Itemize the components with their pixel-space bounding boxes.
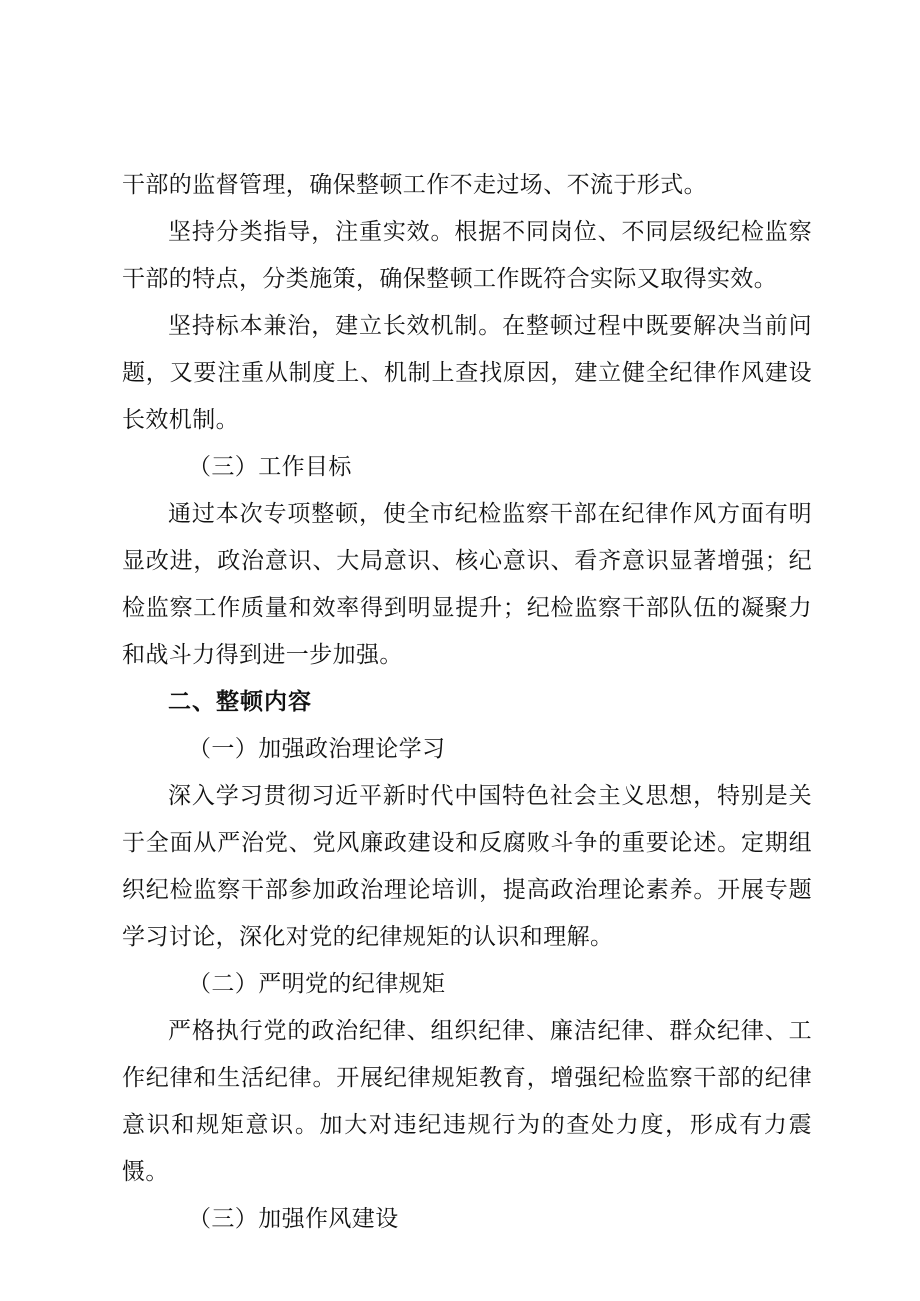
paragraph-supervision: 干部的监督管理，确保整顿工作不走过场、不流于形式。 bbox=[122, 172, 707, 198]
heading-work-goals: （三）工作目标 bbox=[188, 454, 352, 480]
heading-rectification-content: 二、整顿内容 bbox=[168, 689, 312, 715]
heading-work-style: （三）加强作风建设 bbox=[188, 1206, 399, 1232]
document-page bbox=[122, 162, 812, 1243]
heading-party-discipline: （二）严明党的纪律规矩 bbox=[188, 971, 446, 997]
paragraph-party-discipline: 严格执行党的政治纪律、组织纪律、廉洁纪律、群众纪律、工作纪律和生活纪律。开展纪律规矩教育，增强纪检监察干部的纪律意识和规矩意识。加大对违纪违规行为的查处力度，形成有力震慑。 bbox=[122, 1018, 812, 1185]
paragraph-political-study: 深入学习贯彻习近平新时代中国特色社会主义思想，特别是关于全面从严治党、党风廉政建设和反腐败斗争的重要论述。定期组织纪检监察干部参加政治理论培训，提高政治理论素养。开展专题学习讨论，深化对党的纪律规矩的认识和理解。 bbox=[122, 783, 812, 950]
paragraph-goals: 通过本次专项整顿，使全市纪检监察干部在纪律作风方面有明显改进，政治意识、大局意识、核心意识、看齐意识显著增强；纪检监察工作质量和效率得到明显提升；纪检监察干部队伍的凝聚力和战斗力得到进一步加强。 bbox=[122, 501, 812, 668]
heading-political-study: （一）加强政治理论学习 bbox=[188, 736, 446, 762]
paragraph-long-term-mechanism: 坚持标本兼治，建立长效机制。在整顿过程中既要解决当前问题，又要注重从制度上、机制上查找原因，建立健全纪律作风建设长效机制。 bbox=[122, 313, 812, 433]
paragraph-classified-guidance: 坚持分类指导，注重实效。根据不同岗位、不同层级纪检监察干部的特点，分类施策，确保整顿工作既符合实际又取得实效。 bbox=[122, 219, 812, 292]
